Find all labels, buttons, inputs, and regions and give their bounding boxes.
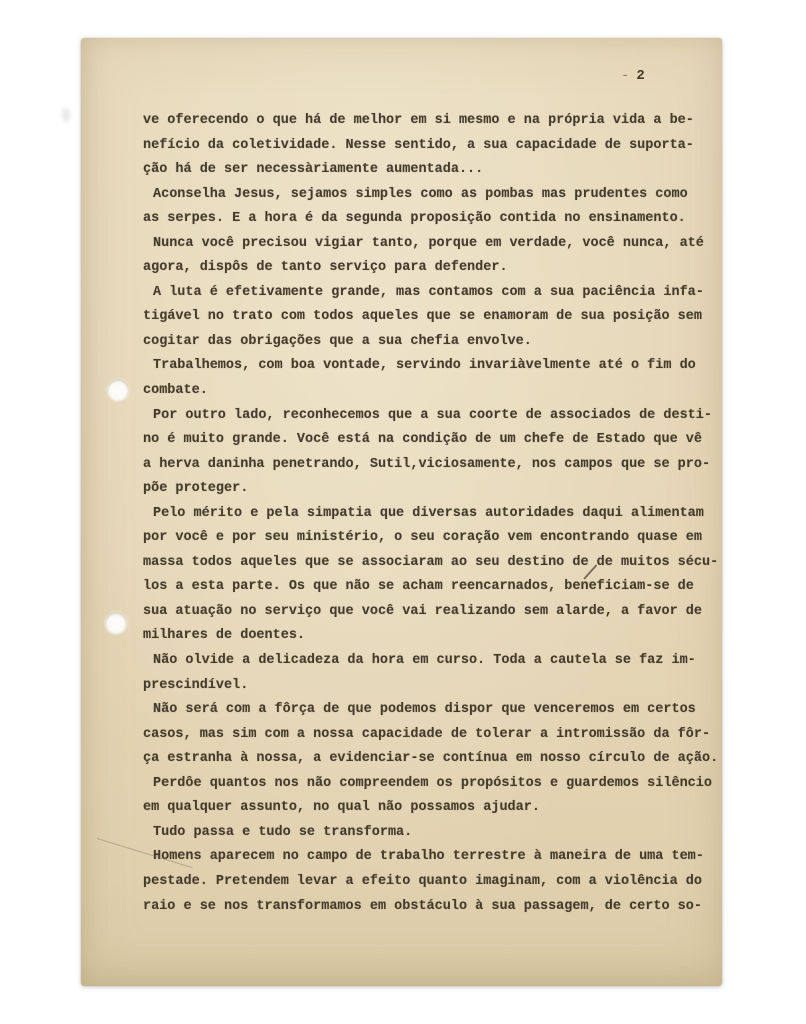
text-line: Trabalhemos, com boa vontade, servindo invariàvelmente até o fim do [153, 358, 696, 374]
text-line: a herva daninha penetrando, Sutil,viciosamente, nos campos que se pro- [143, 456, 711, 472]
text-line: ve oferecendo o que há de melhor em si mesmo e na própria vida a be- [143, 113, 694, 128]
text-line: milhares de doentes. [143, 628, 306, 644]
page-number-pencil-dash: - [621, 68, 630, 84]
text-line: Perdôe quantos nos não compreendem os propósitos e guardemos silêncio [153, 775, 712, 791]
text-line: Não será com a fôrça de que podemos dispor que venceremos em certos [153, 702, 696, 718]
text-line: tigável no trato com todos aqueles que se enamoram de sua posição sem [143, 309, 702, 325]
text-line: põe proteger. [143, 481, 249, 497]
text-line: em qualquer assunto, no qual não possamos ajudar. [143, 800, 540, 816]
text-line: massa todos aqueles que se associaram ao seu destino de de muitos sécu- [143, 554, 719, 570]
text-line: cogitar das obrigações que a sua chefia envolve. [143, 333, 532, 349]
text-line: pestade. Pretendem levar a efeito quanto imaginam, com a violência do [143, 873, 702, 889]
text-line: Nunca você precisou vigiar tanto, porque em verdade, você nunca, até [153, 235, 704, 251]
text-line: no é muito grande. Você está na condição de um chefe de Estado que vê [143, 432, 702, 448]
text-line: casos, mas sim com a nossa capacidade de tolerar a intromissão da fôr- [143, 726, 711, 742]
text-line: nefício da coletividade. Nesse sentido, a sua capacidade de suporta- [143, 137, 694, 153]
text-line: raio e se nos transformamos em obstáculo à sua passagem, de certo so- [143, 898, 702, 914]
document-page [81, 38, 722, 986]
punch-hole-bottom [105, 612, 127, 634]
text-line: sua atuação no serviço que você vai realizando sem alarde, a favor de [143, 603, 702, 619]
text-line: Homens aparecem no campo de trabalho terrestre à maneira de uma tem- [153, 849, 704, 865]
text-line: as serpes. E a hora é da segunda proposição contida no ensinamento. [143, 211, 686, 227]
page-number [621, 68, 645, 84]
text-line: ção há de ser necessàriamente aumentada... [143, 162, 484, 178]
typewritten-text [143, 109, 719, 919]
scan-smudge [62, 108, 70, 122]
punch-hole-top [107, 379, 129, 401]
page-number-value: 2 [636, 68, 645, 84]
text-line: ça estranha à nossa, a evidenciar-se contínua em nosso círculo de ação. [143, 751, 719, 767]
text-line: agora, dispôs de tanto serviço para defender. [143, 260, 508, 276]
text-line: los a esta parte. Os que não se acham reencarnados, beneficiam-se de [143, 579, 694, 595]
text-line: por você e por seu ministério, o seu coração vem encontrando quase em [143, 530, 702, 546]
text-line: Não olvide a delicadeza da hora em curso. Toda a cautela se faz im- [153, 653, 696, 669]
text-line: Por outro lado, reconhecemos que a sua coorte de associados de desti- [153, 407, 712, 423]
text-line: Aconselha Jesus, sejamos simples como as pombas mas prudentes como [153, 186, 688, 202]
text-line: A luta é efetivamente grande, mas contamos com a sua paciência infa- [153, 284, 704, 300]
text-line: combate. [143, 383, 208, 399]
text-line: Tudo passa e tudo se transforma. [153, 824, 413, 840]
text-line: Pelo mérito e pela simpatia que diversas autoridades daqui alimentam [153, 505, 704, 521]
text-line: prescindível. [143, 677, 249, 693]
